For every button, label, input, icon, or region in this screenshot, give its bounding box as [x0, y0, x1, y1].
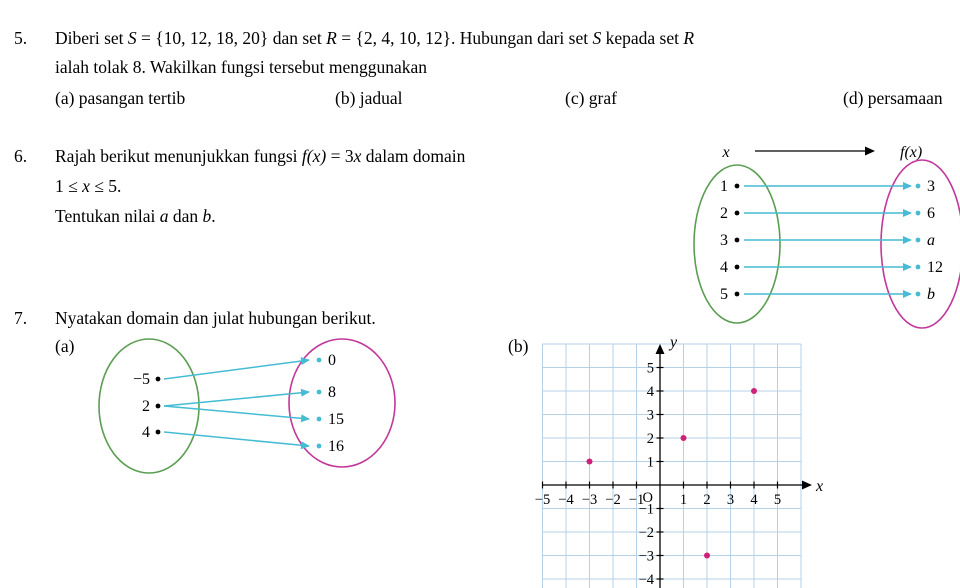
dot: [916, 292, 921, 297]
q7-part-b-label: (b): [508, 336, 529, 356]
y-tick-label: 2: [646, 431, 654, 447]
dot: [735, 292, 740, 297]
dot: [317, 390, 322, 395]
q5-option-c: (c) graf: [565, 88, 617, 108]
x-symbol: x: [82, 176, 90, 196]
q6-mapping-rows: [720, 178, 943, 303]
q7-line1: Nyatakan domain dan julat hubungan berikut.: [55, 308, 376, 328]
a-symbol: a: [159, 206, 169, 226]
q6-right-item: a: [927, 232, 935, 249]
b-symbol: b: [202, 206, 212, 226]
data-points: [587, 388, 758, 559]
q6-left-item: 3: [720, 232, 728, 249]
q6-line3: [55, 206, 216, 227]
text-segment: = 3: [326, 146, 354, 166]
q6-right-item: 3: [927, 178, 935, 195]
q6-left-item: 1: [720, 178, 728, 195]
set-r-symbol: R: [326, 28, 337, 48]
x-axis-label: x: [816, 478, 824, 495]
x-tick-label: −2: [605, 492, 621, 508]
mapping-arrow: [164, 392, 309, 406]
mapping-arrow: [164, 432, 309, 446]
q6-codomain-oval: [881, 160, 960, 328]
text-segment: Diberi set: [55, 28, 128, 48]
y-tick-label: −1: [638, 501, 654, 518]
scatter-point: [587, 459, 593, 465]
y-tick-label: −4: [638, 572, 654, 588]
q7-part-a-label: (a): [55, 336, 75, 356]
y-tick-label: 3: [646, 407, 654, 424]
x-tick-label: −5: [534, 492, 551, 508]
q7a-mapping-diagram: [92, 332, 437, 482]
dot: [916, 265, 921, 270]
q7a-left-item: 4: [142, 424, 150, 441]
text-segment: dan: [168, 206, 203, 226]
dot: [156, 430, 161, 435]
q7a-right-item: 16: [328, 438, 344, 455]
mapping-arrow: [164, 406, 309, 419]
q5-option-d: (d) persamaan: [843, 88, 943, 108]
q6-x-header-label: x: [722, 144, 730, 161]
q7a-left-item: 2: [142, 398, 150, 415]
text-segment: .: [211, 206, 216, 226]
q7a-mapping-items: [133, 352, 344, 455]
x-tick-label: 1: [679, 492, 688, 508]
text-segment: Tentukan nilai: [55, 206, 160, 226]
q6-left-item: 5: [720, 286, 728, 303]
scatter-point: [704, 553, 710, 559]
q6-domain-oval: [694, 165, 780, 323]
y-tick-label: −2: [638, 525, 654, 541]
x-tick-label: 5: [773, 492, 782, 508]
x-tick-label: −1: [628, 492, 645, 508]
q5-line1: [55, 28, 694, 49]
dot: [916, 184, 921, 189]
x-tick-label: 2: [703, 492, 711, 508]
q7a-right-item: 15: [328, 411, 344, 428]
dot: [916, 211, 921, 216]
q6-right-item: b: [927, 286, 935, 303]
x-symbol: x: [353, 146, 362, 166]
x-tick-label: 3: [726, 492, 735, 508]
axes: [542, 346, 810, 588]
dot: [317, 417, 322, 422]
text-segment: dalam domain: [361, 146, 466, 166]
q7-number: 7.: [14, 308, 28, 328]
dot: [317, 444, 322, 449]
origin-label: O: [642, 490, 653, 506]
dot: [916, 238, 921, 243]
q6-mapping-diagram: [670, 140, 960, 330]
q5-number: 5.: [14, 28, 28, 48]
q7a-left-item: −5: [132, 371, 150, 388]
dot: [156, 404, 161, 409]
q7a-right-item: 8: [328, 384, 336, 401]
q5-option-a: (a) pasangan tertib: [55, 88, 186, 108]
x-tick-label: −4: [558, 492, 574, 508]
text-segment: Rajah berikut menunjukkan fungsi: [55, 146, 302, 166]
q6-fx-header-label: f(x): [900, 144, 923, 161]
q5-option-b: (b) jadual: [335, 88, 403, 108]
grid: [542, 344, 801, 588]
mapping-arrow: [164, 360, 309, 379]
set-s-symbol: S: [127, 28, 137, 48]
dot: [317, 358, 322, 363]
q6-number: 6.: [14, 146, 28, 166]
text-segment: ≤ 5.: [89, 176, 122, 196]
y-axis-label: y: [670, 335, 678, 351]
text-segment: kepada set: [601, 28, 684, 48]
dot: [735, 265, 740, 270]
x-tick-label: −3: [581, 492, 598, 508]
y-tick-label: −3: [638, 548, 654, 565]
text-segment: 1 ≤: [55, 176, 83, 196]
y-tick-label: 1: [646, 454, 654, 471]
q6-left-item: 4: [720, 259, 728, 276]
scatter-point: [751, 388, 757, 394]
fx-symbol: f(x): [301, 146, 327, 166]
set-s-symbol: S: [592, 28, 602, 48]
q5-line2: ialah tolak 8. Wakilkan fungsi tersebut menggunakan: [55, 57, 427, 77]
q6-left-item: 2: [720, 205, 728, 222]
dot: [735, 184, 740, 189]
y-tick-label: 4: [646, 384, 654, 400]
dot: [156, 377, 161, 382]
text-segment: = {10, 12, 18, 20} dan set: [136, 28, 327, 48]
q7b-scatter-graph: [530, 335, 830, 588]
x-tick-label: 4: [750, 492, 758, 508]
text-segment: = {2, 4, 10, 12}. Hubungan dari set: [336, 28, 593, 48]
q6-line2: [55, 176, 121, 197]
q6-right-item: 6: [927, 205, 935, 222]
dot: [735, 211, 740, 216]
q6-line1: [55, 146, 465, 167]
dot: [735, 238, 740, 243]
set-r-symbol: R: [683, 28, 695, 48]
axis-ticks: [535, 361, 781, 588]
scatter-point: [681, 435, 687, 441]
q7a-right-item: 0: [328, 352, 336, 369]
y-tick-label: 5: [646, 360, 654, 377]
q6-right-item: 12: [927, 259, 943, 276]
